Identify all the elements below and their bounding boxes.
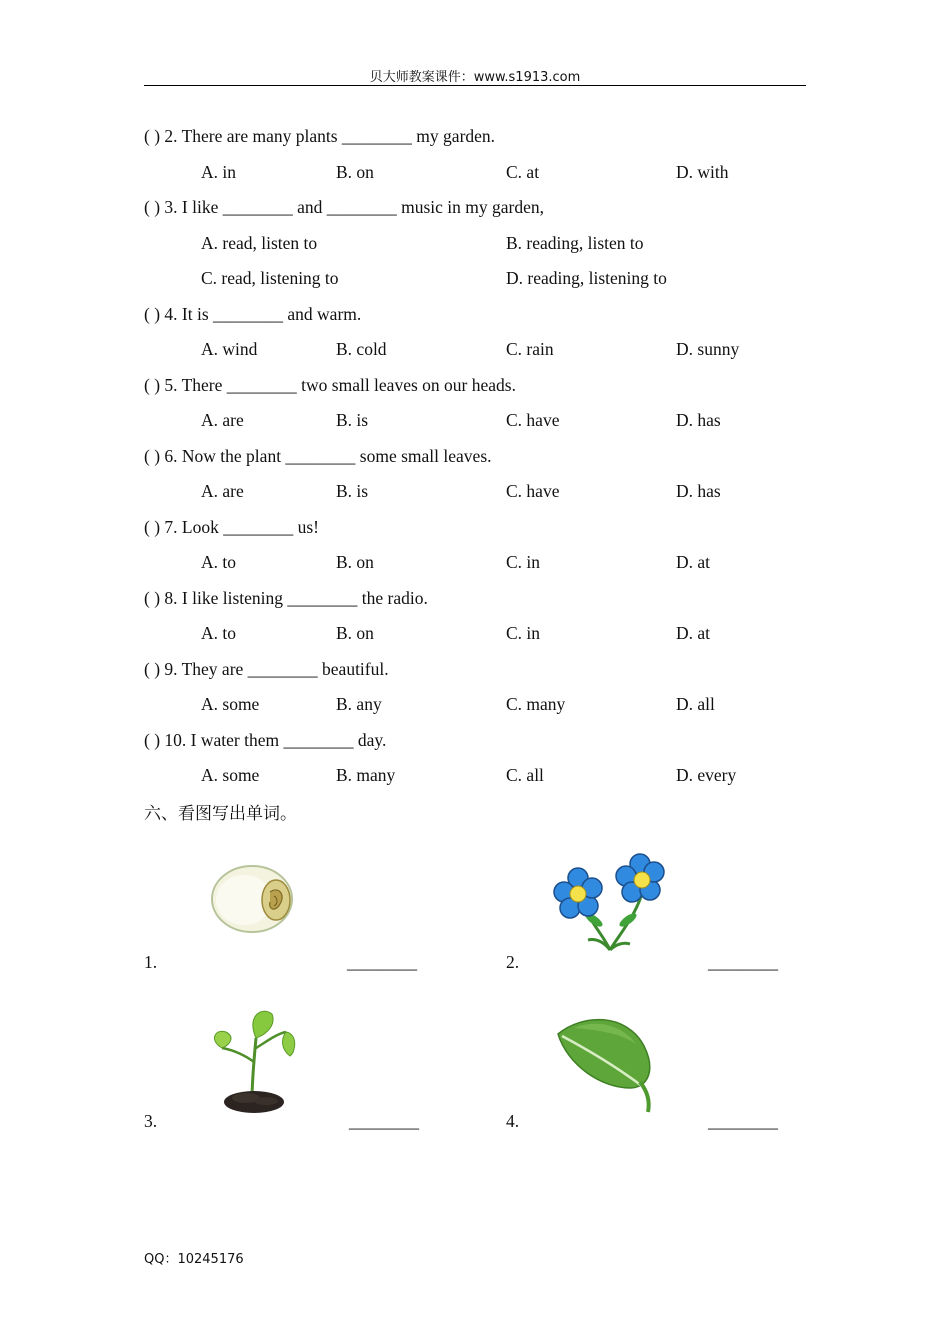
item-number: 4.: [506, 1111, 520, 1131]
option-c: C. have: [506, 481, 560, 501]
option-a: A. wind: [201, 339, 258, 359]
option-a: A. in: [201, 162, 236, 182]
option-b: B. reading, listen to: [506, 233, 644, 253]
option-a: A. to: [201, 623, 236, 643]
option-a: A. are: [201, 410, 244, 430]
page-header: 贝大师教案课件：www.s1913.com: [369, 70, 581, 85]
answer-blank[interactable]: ________: [347, 952, 417, 972]
option-d: D. reading, listening to: [506, 268, 667, 288]
option-d: D. sunny: [676, 339, 740, 359]
item-number: 3.: [144, 1111, 158, 1131]
item-number: 2.: [506, 952, 520, 972]
option-d: D. has: [676, 410, 721, 430]
leaf-icon: [552, 1012, 660, 1114]
option-c: C. rain: [506, 339, 554, 359]
option-a: A. are: [201, 481, 244, 501]
option-a: A. some: [201, 765, 260, 785]
question-stem: ( ) 4. It is ________ and warm.: [144, 304, 362, 324]
option-d: D. has: [676, 481, 721, 501]
item-number: 1.: [144, 952, 158, 972]
option-c: C. at: [506, 162, 540, 182]
option-a: A. read, listen to: [201, 233, 318, 253]
option-b: B. is: [336, 481, 369, 501]
section-title: 六、看图写出单词。: [144, 804, 297, 824]
flower-icon: [548, 850, 672, 956]
option-c: C. all: [506, 765, 544, 785]
answer-blank[interactable]: ________: [708, 1111, 778, 1131]
question-stem: ( ) 9. They are ________ beautiful.: [144, 659, 389, 679]
header-rule: [144, 85, 806, 86]
answer-blank[interactable]: ________: [349, 1111, 419, 1131]
option-d: D. at: [676, 623, 711, 643]
option-d: D. with: [676, 162, 729, 182]
question-stem: ( ) 10. I water them ________ day.: [144, 730, 387, 750]
option-b: B. many: [336, 765, 396, 785]
option-d: D. all: [676, 694, 715, 714]
question-stem: ( ) 7. Look ________ us!: [144, 517, 319, 537]
option-c: C. in: [506, 623, 541, 643]
question-stem: ( ) 2. There are many plants ________ my garden.: [144, 126, 496, 146]
option-b: B. any: [336, 694, 382, 714]
question-stem: ( ) 3. I like ________ and ________ music in my garden,: [144, 197, 545, 217]
option-c: C. in: [506, 552, 541, 572]
option-c: C. many: [506, 694, 566, 714]
option-b: B. on: [336, 552, 374, 572]
option-b: B. is: [336, 410, 369, 430]
answer-blank[interactable]: ________: [708, 952, 778, 972]
page-footer: QQ：10245176: [144, 1252, 244, 1267]
option-a: A. some: [201, 694, 260, 714]
option-d: D. every: [676, 765, 737, 785]
option-b: B. on: [336, 623, 374, 643]
option-b: B. on: [336, 162, 374, 182]
option-b: B. cold: [336, 339, 387, 359]
option-d: D. at: [676, 552, 711, 572]
option-c: C. read, listening to: [201, 268, 339, 288]
option-a: A. to: [201, 552, 236, 572]
question-stem: ( ) 8. I like listening ________ the radio.: [144, 588, 428, 608]
sprout-icon: [206, 1004, 298, 1114]
question-stem: ( ) 5. There ________ two small leaves on our heads.: [144, 375, 516, 395]
question-stem: ( ) 6. Now the plant ________ some small leaves.: [144, 446, 492, 466]
seed-icon: [208, 862, 300, 936]
option-c: C. have: [506, 410, 560, 430]
